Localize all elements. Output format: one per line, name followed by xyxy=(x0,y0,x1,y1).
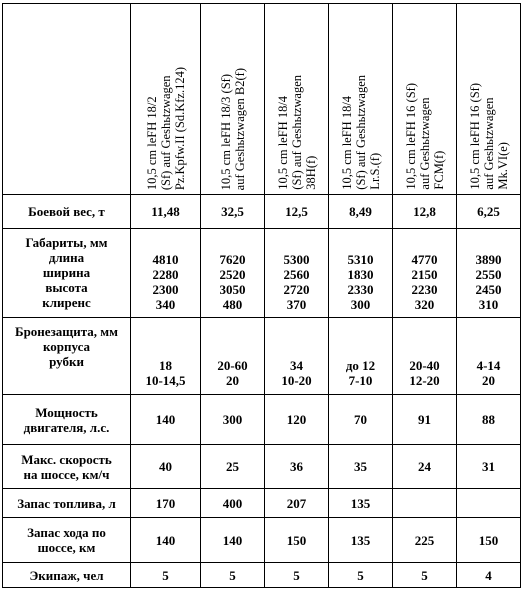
column-header xyxy=(265,4,329,195)
table-row xyxy=(3,395,521,445)
table-cell: 150 xyxy=(457,518,521,563)
table-cell: 6,25 xyxy=(457,195,521,229)
column-title: 10,5 cm leFH 18/4 (Sf) auf Geshьtzwagen 38H(f) xyxy=(275,75,318,190)
table-cell: 3890 2550 2450 310 xyxy=(457,229,521,318)
table-cell: 88 xyxy=(457,395,521,445)
column-title: 10,5 cm leFH 18/3 (Sf) auf Geshьtzwagen B2(f) xyxy=(218,67,247,190)
table-cell xyxy=(393,489,457,518)
table-cell: 150 xyxy=(265,518,329,563)
table-cell: 5 xyxy=(131,563,201,588)
column-title: 10,5 cm leFH 18/2 (Sf) auf Geshьtzwagen Pz.Kpfw.II (Sd.Kfz.124) xyxy=(144,66,187,190)
table-cell: 8,49 xyxy=(329,195,393,229)
column-header xyxy=(131,4,201,195)
column-title: 10,5 cm leFH 18/4 (Sf) auf Geshьtzwagen Lr.S.(f) xyxy=(339,75,382,190)
header-row xyxy=(3,4,521,195)
row-label: Боевой вес, т xyxy=(3,195,131,229)
row-label: Запас хода по шоссе, км xyxy=(3,518,131,563)
table-cell: 32,5 xyxy=(201,195,265,229)
table-cell: 5 xyxy=(329,563,393,588)
table-cell: 5 xyxy=(393,563,457,588)
table-cell: 4 xyxy=(457,563,521,588)
row-label: Габариты, мм длина ширина высота клиренс xyxy=(3,229,131,318)
table-cell: 36 xyxy=(265,445,329,489)
column-header xyxy=(329,4,393,195)
row-label: Запас топлива, л xyxy=(3,489,131,518)
table-cell: 140 xyxy=(131,395,201,445)
table-cell: 140 xyxy=(131,518,201,563)
table-cell: 70 xyxy=(329,395,393,445)
table-cell: 135 xyxy=(329,489,393,518)
row-label: Макс. скорость на шоссе, км/ч xyxy=(3,445,131,489)
table-cell: 25 xyxy=(201,445,265,489)
table-cell: 135 xyxy=(329,518,393,563)
column-title: 10,5 cm leFH 16 (Sf) auf Geshьtzwagen FCM(f) xyxy=(403,83,446,190)
table-cell: 12,8 xyxy=(393,195,457,229)
column-header xyxy=(201,4,265,195)
table-cell: 7620 2520 3050 480 xyxy=(201,229,265,318)
table-cell: 4770 2150 2230 320 xyxy=(393,229,457,318)
table-row xyxy=(3,489,521,518)
table-cell: 91 xyxy=(393,395,457,445)
table-cell: 34 10-20 xyxy=(265,318,329,395)
table-cell: 11,48 xyxy=(131,195,201,229)
table-cell: 31 xyxy=(457,445,521,489)
table-cell: 12,5 xyxy=(265,195,329,229)
table-cell: 24 xyxy=(393,445,457,489)
table-cell: 5 xyxy=(265,563,329,588)
table-cell: 140 xyxy=(201,518,265,563)
row-label: Экипаж, чел xyxy=(3,563,131,588)
column-header xyxy=(393,4,457,195)
column-title: 10,5 cm leFH 16 (Sf) auf Geshьtzwagen Mk.VI(e) xyxy=(467,83,510,190)
specs-table xyxy=(2,3,521,588)
table-row xyxy=(3,195,521,229)
table-cell: 40 xyxy=(131,445,201,489)
table-cell: 4810 2280 2300 340 xyxy=(131,229,201,318)
table-cell: 170 xyxy=(131,489,201,518)
table-cell: 18 10-14,5 xyxy=(131,318,201,395)
table-row xyxy=(3,229,521,318)
table-cell: 5310 1830 2330 300 xyxy=(329,229,393,318)
table-cell: 120 xyxy=(265,395,329,445)
table-cell xyxy=(457,489,521,518)
table-cell: 400 xyxy=(201,489,265,518)
table-cell: 20-60 20 xyxy=(201,318,265,395)
row-label: Бронезащита, мм корпуса рубки xyxy=(3,318,131,395)
column-header xyxy=(457,4,521,195)
table-cell: 35 xyxy=(329,445,393,489)
table-cell: 207 xyxy=(265,489,329,518)
table-row xyxy=(3,518,521,563)
row-label: Мощность двигателя, л.с. xyxy=(3,395,131,445)
corner-cell xyxy=(3,4,131,195)
table-cell: 5 xyxy=(201,563,265,588)
table-cell: 4-14 20 xyxy=(457,318,521,395)
table-row xyxy=(3,563,521,588)
table-row xyxy=(3,318,521,395)
table-cell: 225 xyxy=(393,518,457,563)
table-cell: 20-40 12-20 xyxy=(393,318,457,395)
table-cell: до 12 7-10 xyxy=(329,318,393,395)
table-cell: 300 xyxy=(201,395,265,445)
table-cell: 5300 2560 2720 370 xyxy=(265,229,329,318)
table-row xyxy=(3,445,521,489)
